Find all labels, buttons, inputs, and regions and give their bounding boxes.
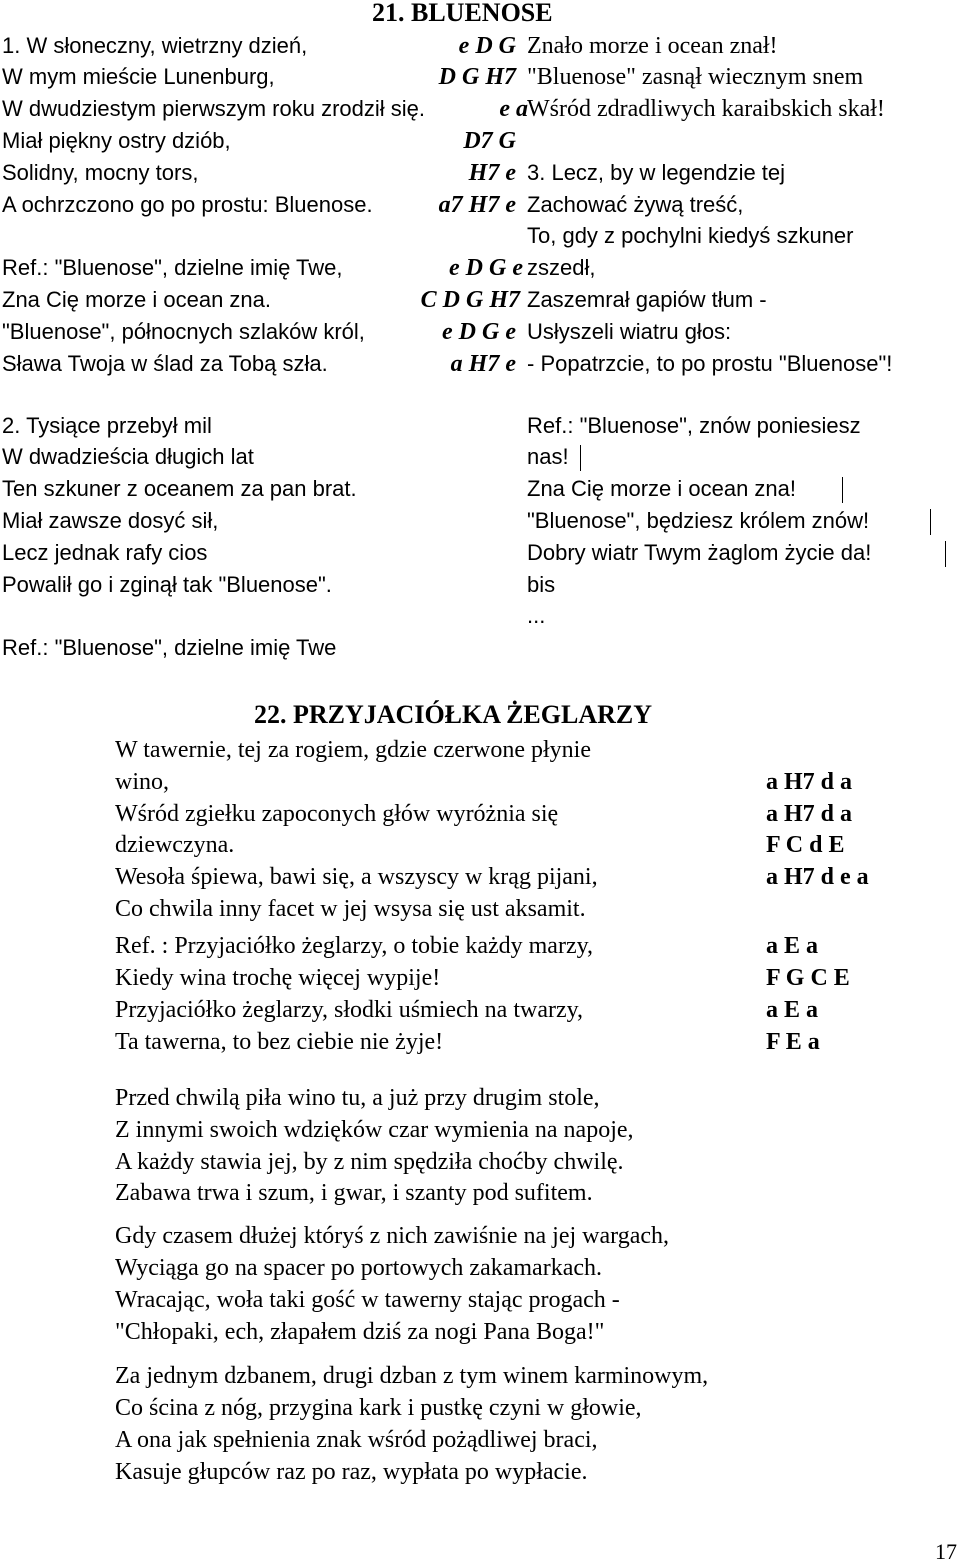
song21-chord: e D G — [458, 33, 516, 59]
song21-chord: D G H7 — [438, 64, 516, 90]
repeat-bar — [945, 541, 946, 567]
song22-verse2-line: Z innymi swoich wdzięków czar wymienia na napoje, — [115, 1117, 634, 1143]
song21-left-line: "Bluenose", północnych szlaków król, — [2, 319, 365, 344]
song21-left-line: Solidny, mocny tors, — [2, 160, 199, 185]
song22-ref-line: Ta tawerna, to bez ciebie nie żyje! — [115, 1029, 444, 1055]
song21-chord: a7 H7 e — [438, 192, 516, 218]
song22-chord: F C d E — [766, 832, 845, 858]
song22-chord: a H7 d a — [766, 769, 853, 795]
repeat-bar — [930, 509, 931, 535]
song21-ref2-line: bis — [527, 572, 556, 597]
song22-title: 22. PRZYJACIÓŁKA ŻEGLARZY — [254, 700, 652, 729]
song21-right-line: Usłyszeli wiatru głos: — [527, 319, 732, 344]
song22-verse4-line: Co ścina z nóg, przygina kark i pustkę czyni w głowie, — [115, 1395, 642, 1421]
song21-left-line: 1. W słoneczny, wietrzny dzień, — [2, 33, 308, 58]
song21-left-line: Ref.: "Bluenose", dzielne imię Twe, — [2, 255, 343, 280]
song22-ref-line: Przyjaciółko żeglarzy, słodki uśmiech na twarzy, — [115, 997, 584, 1023]
song21-chord: e D G e — [442, 319, 516, 345]
song22-chord: a H7 d a — [766, 801, 853, 827]
song22-verse3-line: "Chłopaki, ech, złapałem dziś za nogi Pana Boga!" — [115, 1319, 605, 1345]
song22-verse1-line: Wśród zgiełku zapoconych głów wyróżnia się — [115, 801, 559, 827]
song22-verse1-line: W tawernie, tej za rogiem, gdzie czerwone płynie — [115, 737, 592, 763]
song21-chord: C D G H7 — [420, 287, 520, 313]
song22-verse3-line: Wyciąga go na spacer po portowych zakamarkach. — [115, 1255, 602, 1281]
song21-right-line: Zaszemrał gapiów tłum - — [527, 287, 767, 312]
song21-left-line: Zna Cię morze i ocean zna. — [2, 287, 272, 312]
song22-verse3-line: Wracając, woła taki gość w tawerny stając progach - — [115, 1287, 620, 1313]
song22-chord: F G C E — [766, 965, 850, 991]
song21-verse2-line: Ten szkuner z oceanem za pan brat. — [2, 476, 357, 501]
song22-verse4-line: Za jednym dzbanem, drugi dzban z tym winem karminowym, — [115, 1363, 709, 1389]
song21-right-line: Zachować żywą treść, — [527, 192, 744, 217]
song21-ref2-line: ... — [527, 603, 546, 628]
song21-ref2-line: Dobry wiatr Twym żaglom życie da! — [527, 540, 872, 565]
song22-chord: a E a — [766, 997, 819, 1023]
song21-ref2-line: nas! — [527, 444, 569, 469]
song21-right-line: Znało morze i ocean znał! — [527, 33, 778, 59]
song21-left-line: Miał piękny ostry dziób, — [2, 128, 231, 153]
song22-verse1-line: Co chwila inny facet w jej wsysa się ust aksamit. — [115, 896, 586, 922]
song22-ref-line: Ref. : Przyjaciółko żeglarzy, o tobie każdy marzy, — [115, 933, 594, 959]
song22-verse2-line: Zabawa trwa i szum, i gwar, i szanty pod sufitem. — [115, 1180, 593, 1206]
song21-left-line: Sława Twoja w ślad za Tobą szła. — [2, 351, 328, 376]
song21-verse2-line: W dwadzieścia długich lat — [2, 444, 254, 469]
song21-right-line: To, gdy z pochylni kiedyś szkuner — [527, 223, 854, 248]
song21-chord: e D G e — [449, 255, 523, 281]
song22-verse3-line: Gdy czasem dłużej któryś z nich zawiśnie na jej wargach, — [115, 1223, 670, 1249]
song21-chord: a H7 e — [450, 351, 516, 377]
song22-verse2-line: Przed chwilą piła wino tu, a już przy drugim stole, — [115, 1085, 600, 1111]
song21-ref2-line: Zna Cię morze i ocean zna! — [527, 476, 797, 501]
song22-chord: a E a — [766, 933, 819, 959]
song21-verse2-line: Miał zawsze dosyć sił, — [2, 508, 219, 533]
song21-verse2-line: Lecz jednak rafy cios — [2, 540, 208, 565]
page-number: 17 — [935, 1539, 957, 1564]
song21-left-line: W dwudziestym pierwszym roku zrodził się. — [2, 96, 425, 121]
song22-ref-line: Kiedy wina trochę więcej wypije! — [115, 965, 441, 991]
song21-left-line: W mym mieście Lunenburg, — [2, 64, 275, 89]
song21-right-line: - Popatrzcie, to po prostu "Bluenose"! — [527, 351, 893, 376]
repeat-bar — [580, 445, 581, 471]
song22-chord: a H7 d e a — [766, 864, 869, 890]
song21-right-line: 3. Lecz, by w legendzie tej — [527, 160, 786, 185]
song22-verse1-line: Wesoła śpiewa, bawi się, a wszyscy w krąg pijani, — [115, 864, 598, 890]
song21-ref2-line: "Bluenose", będziesz królem znów! — [527, 508, 870, 533]
song21-right-line: "Bluenose" zasnął wiecznym snem — [527, 64, 864, 90]
song21-verse2-line: 2. Tysiące przebył mil — [2, 413, 212, 438]
song21-right-line: Wśród zdradliwych karaibskich skał! — [527, 96, 885, 122]
song21-chord: H7 e — [468, 160, 516, 186]
song21-title: 21. BLUENOSE — [372, 0, 553, 27]
song21-right-line: zszedł, — [527, 255, 596, 280]
song21-chord: D7 G — [463, 128, 516, 154]
song21-chord: e a — [499, 96, 528, 122]
song22-verse1-line: wino, — [115, 769, 169, 795]
song22-verse2-line: A każdy stawia jej, by z nim spędziła choćby chwilę. — [115, 1149, 624, 1175]
song22-verse4-line: Kasuje głupców raz po raz, wypłata po wypłacie. — [115, 1459, 588, 1485]
song22-chord: F E a — [766, 1029, 820, 1055]
song22-verse1-line: dziewczyna. — [115, 832, 235, 858]
song21-verse2-line: Ref.: "Bluenose", dzielne imię Twe — [2, 635, 337, 660]
song21-left-line: A ochrzczono go po prostu: Bluenose. — [2, 192, 373, 217]
song22-verse4-line: A ona jak spełnienia znak wśród pożądliwej braci, — [115, 1427, 598, 1453]
song21-ref2-line: Ref.: "Bluenose", znów poniesiesz — [527, 413, 861, 438]
song21-verse2-line: Powalił go i zginął tak "Bluenose". — [2, 572, 332, 597]
repeat-bar — [842, 477, 843, 503]
